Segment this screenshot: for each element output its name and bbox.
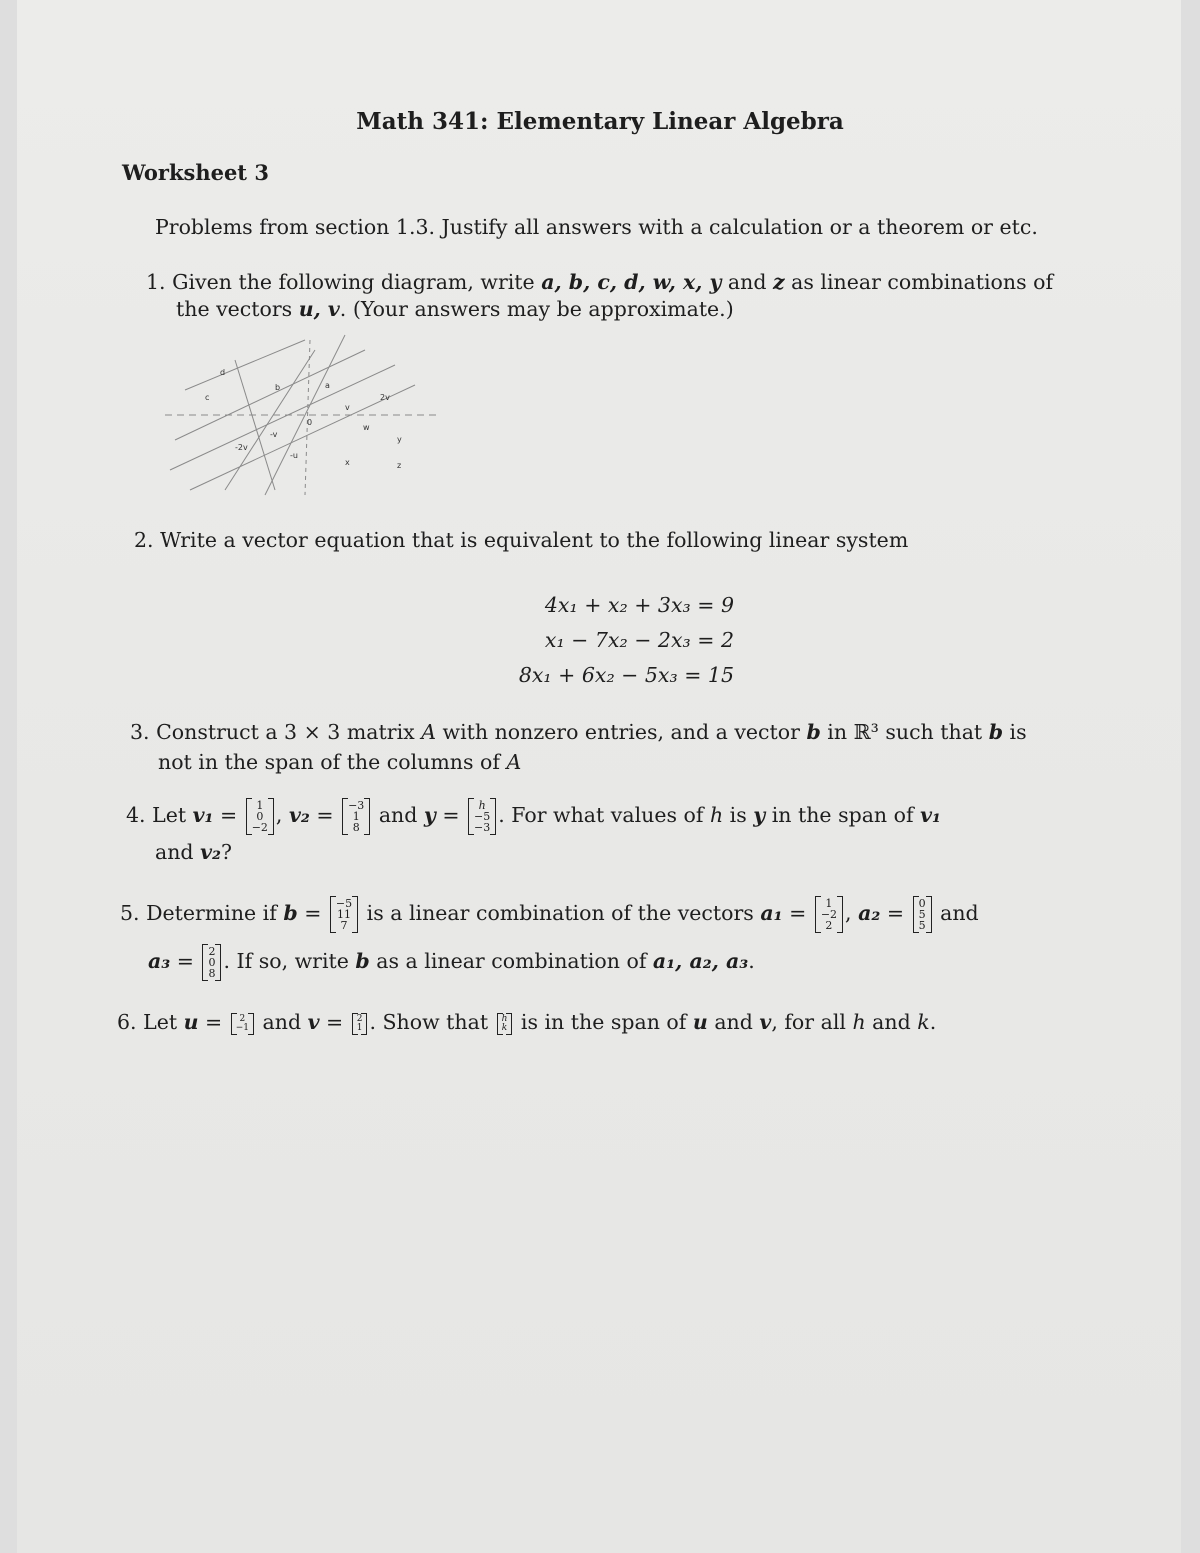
problem-text: and (155, 840, 201, 864)
problem-1-line-1 (146, 270, 1053, 294)
entry: 0 (918, 897, 926, 910)
problem-4-line-2 (155, 840, 232, 864)
entry: h (478, 799, 486, 812)
equation-3: 8x₁ + 6x₂ − 5x₃ = 15 (518, 663, 734, 687)
diagram-label: y (397, 435, 402, 444)
vector-u: u (183, 1010, 199, 1034)
problem-5-line-2: a₃ = 2 0 8 . If so, write b as a linear combination of a₁, a₂, a₃. (148, 945, 755, 980)
entry: −2 (820, 908, 838, 921)
equation-1: 4x₁ + x₂ + 3x₃ = 9 (544, 593, 734, 617)
problem-text: Let (143, 1010, 184, 1034)
v2-vector (342, 800, 370, 833)
entry: −1 (235, 1022, 249, 1033)
diagram-label: x (345, 458, 350, 467)
problem-text: Let (152, 803, 193, 827)
problem-6-text: 6. Let u = 2 −1 and v = 2 1 . Show that h k is in the span of u and v, for all h and k. (117, 1010, 937, 1034)
v-vector (352, 1015, 368, 1033)
vector-b: b (283, 901, 298, 925)
entry: 0 (208, 956, 216, 969)
diagram-label: w (363, 423, 370, 432)
problem-text: and (707, 1010, 760, 1034)
vector-grid-diagram (165, 330, 440, 500)
problem-text: is (723, 803, 754, 827)
vector-y: y (423, 803, 436, 827)
vector-uv: u, v (298, 297, 340, 321)
entry: 1 (825, 897, 833, 910)
problem-text: Determine if (146, 901, 284, 925)
problem-4-line-1: 4. Let v₁ = 1 0 −2 , v₂ = −3 1 8 and y = h −5 −3 . For what values of h is y in the span of v₁ (126, 799, 941, 834)
u-vector (231, 1015, 254, 1033)
vector-z: z (772, 270, 785, 294)
grid-line (170, 365, 395, 470)
diagram-label: 2v (380, 393, 390, 402)
entry: 1 (256, 799, 264, 812)
problem-text: . Show that (369, 1010, 495, 1034)
problem-text: and (721, 270, 773, 294)
grid-line (235, 360, 275, 490)
vector-v1: v₁ (192, 803, 214, 827)
entry: k (501, 1022, 508, 1033)
problem-5-line-1: 5. Determine if b = −5 11 7 is a linear combination of the vectors a₁ = 1 −2 2 , a₂ = 0 5 5 and (120, 897, 979, 932)
problem-text: as linear combinations of (784, 270, 1054, 294)
entry: 2 (356, 1013, 363, 1024)
entry: −5 (474, 810, 491, 823)
entry: −3 (474, 821, 491, 834)
intro-text: Problems from section 1.3. Justify all answers with a calculation or a theorem or etc. (155, 215, 1038, 239)
entry: 5 (918, 908, 926, 921)
worksheet-heading: Worksheet 3 (122, 160, 269, 185)
var-k: k (917, 1010, 930, 1034)
problem-text: and (940, 901, 979, 925)
diagram-label: c (205, 393, 210, 402)
problem-text: and (372, 803, 424, 827)
problem-text: not in the span of the columns of (158, 750, 507, 774)
problem-text: and (256, 1010, 308, 1034)
problem-text: , for all (771, 1010, 853, 1034)
problem-3-line-1 (130, 720, 1027, 744)
vector-b: b (988, 720, 1004, 744)
b-vector (330, 898, 358, 931)
entry: 2 (825, 919, 833, 932)
vector-a1: a₁ (760, 901, 783, 925)
problem-text: is (1003, 720, 1027, 744)
problem-3-line-2 (158, 750, 521, 774)
diagram-label: -v (270, 430, 278, 439)
problem-text: in ℝ³ such that (820, 720, 989, 744)
problem-number: 3. (130, 720, 150, 744)
problem-text: . If so, write (223, 949, 356, 973)
problem-text: and (865, 1010, 918, 1034)
entry: 1 (356, 1022, 363, 1033)
entry: 11 (337, 908, 352, 921)
vector-list: a, b, c, d, w, x, y (541, 270, 722, 294)
problem-number: 2. (134, 528, 154, 552)
linear-system (508, 588, 734, 693)
entry: 2 (208, 945, 216, 958)
problem-text: ? (220, 840, 232, 864)
equation-2: x₁ − 7x₂ − 2x₃ = 2 (544, 628, 734, 652)
vector-b: b (355, 949, 370, 973)
entry: −3 (348, 799, 365, 812)
equals: = (213, 803, 244, 827)
diagram-label: v (345, 403, 350, 412)
grid-line (175, 350, 365, 440)
problem-number: 5. (120, 901, 140, 925)
problem-text: as a linear combination of (369, 949, 653, 973)
page-title: Math 341: Elementary Linear Algebra (356, 108, 844, 135)
problem-number: 6. (117, 1010, 137, 1034)
problem-text: Given the following diagram, write (172, 270, 542, 294)
problem-text: with nonzero entries, and a vector (436, 720, 807, 744)
bleed-through-text (150, 355, 156, 377)
problem-text: Construct a 3 × 3 matrix (156, 720, 422, 744)
diagram-label: z (397, 461, 402, 470)
vector-v2: v₂ (200, 840, 221, 864)
vector-a2: a₂ (858, 901, 881, 925)
diagram-label: -2v (235, 443, 248, 452)
vector-v1: v₁ (920, 803, 941, 827)
problem-2-text (134, 528, 908, 552)
vector-v2: v₂ (288, 803, 310, 827)
matrix-A: A (421, 720, 437, 744)
problem-text: . For what values of (498, 803, 710, 827)
equals: = (435, 803, 467, 827)
vector-u: u (692, 1010, 708, 1034)
vector-v: v (759, 1010, 772, 1034)
problem-text: Write a vector equation that is equivalent to the following linear system (160, 528, 909, 552)
problem-1-line-2 (176, 297, 734, 321)
problem-text: in the span of (765, 803, 921, 827)
equals: = (309, 803, 341, 827)
problem-text: is a linear combination of the vectors (360, 901, 761, 925)
diagram-label: -u (290, 451, 298, 460)
vector-b: b (806, 720, 821, 744)
problem-text: is in the span of (514, 1010, 693, 1034)
var-h: h (709, 803, 724, 827)
vector-list: a₁, a₂, a₃ (652, 949, 749, 973)
problem-number: 1. (146, 270, 166, 294)
problem-text: the vectors (176, 297, 299, 321)
problem-text: . (Your answers may be approximate.) (339, 297, 734, 321)
diagram-label: 0 (307, 418, 313, 427)
problem-number: 4. (126, 803, 146, 827)
diagram-label: a (325, 381, 330, 390)
a1-vector (815, 898, 843, 931)
vector-a3: a₃ (148, 949, 171, 973)
entry: h (501, 1013, 508, 1024)
a3-vector (202, 946, 221, 979)
diagram-label: b (275, 383, 281, 392)
entry: −5 (335, 897, 353, 910)
entry: −2 (251, 821, 268, 834)
entry: 2 (239, 1013, 246, 1024)
y-vector (468, 800, 496, 833)
entry: 7 (340, 919, 348, 932)
grid-line (185, 340, 305, 390)
a2-vector (913, 898, 932, 931)
entry: 8 (352, 821, 360, 834)
vector-y: y (753, 803, 766, 827)
vector-v: v (307, 1010, 320, 1034)
hk-vector (497, 1015, 513, 1033)
diagram-label: d (220, 368, 226, 377)
entry: 0 (256, 810, 264, 823)
entry: 5 (918, 919, 926, 932)
v1-vector (246, 800, 274, 833)
var-h: h (852, 1010, 866, 1034)
entry: 1 (352, 810, 360, 823)
matrix-A: A (506, 750, 522, 774)
problem-text: . (929, 1010, 937, 1034)
entry: 8 (208, 967, 216, 980)
problem-text: . (748, 949, 755, 973)
